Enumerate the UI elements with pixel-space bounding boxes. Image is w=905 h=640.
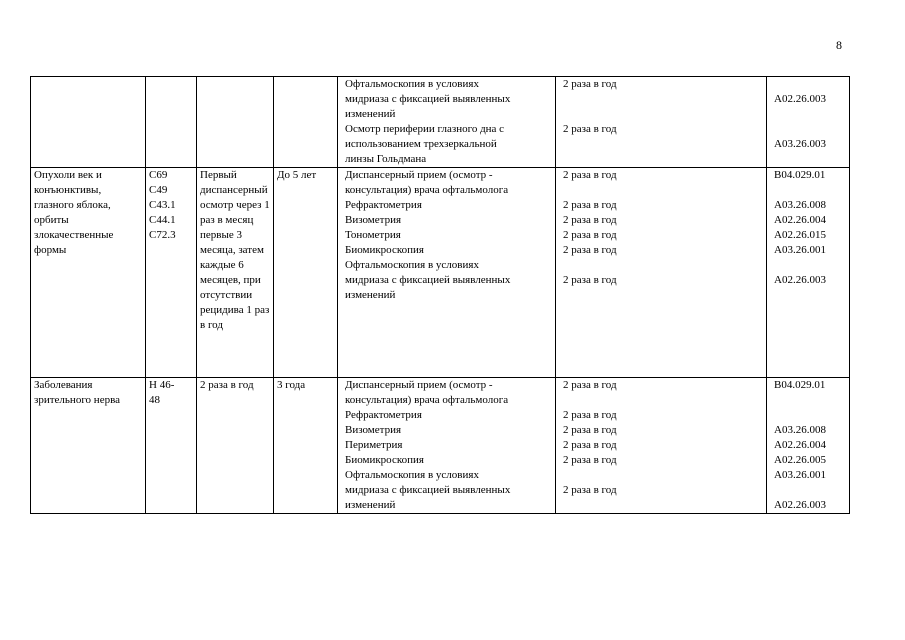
- periodicity-cell: [556, 77, 767, 168]
- icd-code: 48: [149, 394, 160, 406]
- procedure-line: мидриаза с фиксацией выявленных: [345, 274, 511, 286]
- service-code-line: [774, 107, 846, 122]
- periodicity-line: 2 раза в год: [563, 424, 617, 436]
- service-code-line: A02.26.005: [774, 454, 826, 466]
- periodicity-line: [563, 288, 763, 303]
- service-code-line: A03.26.001: [774, 244, 826, 256]
- procedure-line: Периметрия: [345, 439, 403, 451]
- service-code-line: [774, 288, 846, 303]
- exam-frequency-cell: [197, 168, 274, 378]
- procedure-line: мидриаза с фиксацией выявленных: [345, 484, 511, 496]
- icd-code-cell: [146, 378, 197, 514]
- table-row: [31, 77, 850, 168]
- periodicity-line: 2 раза в год: [563, 484, 617, 496]
- disease-name-cell: [31, 168, 146, 378]
- icd-code-cell: [146, 168, 197, 378]
- procedure-line: Офтальмоскопия в условиях: [345, 469, 479, 481]
- procedure-line: Рефрактометрия: [345, 409, 422, 421]
- icd-code: H 46-: [149, 379, 175, 391]
- periodicity-line: [563, 498, 763, 513]
- service-code-line: [774, 258, 846, 273]
- icd-code: C72.3: [149, 229, 176, 241]
- procedures-cell: [338, 168, 556, 378]
- procedure-line: Визометрия: [345, 424, 402, 436]
- service-code-line: [774, 152, 846, 167]
- service-code-line: B04.029.01: [774, 379, 826, 391]
- service-code-cell: [767, 378, 850, 514]
- periodicity-line: 2 раза в год: [563, 123, 617, 135]
- service-code-cell: [767, 168, 850, 378]
- observation-duration-cell: [274, 168, 338, 378]
- periodicity-line: [563, 258, 763, 273]
- procedure-line: Офтальмоскопия в условиях: [345, 78, 479, 90]
- service-code-line: A03.26.003: [774, 138, 826, 150]
- service-code-line: [774, 408, 846, 423]
- dispensary-table: [30, 76, 850, 514]
- service-code-line: A03.26.008: [774, 424, 826, 436]
- periodicity-line: 2 раза в год: [563, 379, 617, 391]
- periodicity-line: 2 раза в год: [563, 439, 617, 451]
- service-code-line: [774, 183, 846, 198]
- disease-name-cell: [31, 378, 146, 514]
- service-code-line: [774, 483, 846, 498]
- procedure-line: Рефрактометрия: [345, 199, 422, 211]
- service-code-line: A02.26.003: [774, 93, 826, 105]
- periodicity-line: [563, 468, 763, 483]
- procedure-line: Офтальмоскопия в условиях: [345, 259, 479, 271]
- observation-duration: До 5 лет: [277, 169, 317, 181]
- procedures-cell: [338, 378, 556, 514]
- service-code-line: B04.029.01: [774, 169, 826, 181]
- procedure-line: Тонометрия: [345, 229, 401, 241]
- table-row: [31, 168, 850, 378]
- service-code-line: A03.26.008: [774, 199, 826, 211]
- periodicity-line: 2 раза в год: [563, 78, 617, 90]
- periodicity-line: 2 раза в год: [563, 409, 617, 421]
- procedure-line: Визометрия: [345, 214, 402, 226]
- table-row: [31, 378, 850, 514]
- page-number: 8: [836, 38, 842, 52]
- icd-code-cell: [146, 77, 197, 168]
- service-code-cell: [767, 77, 850, 168]
- procedure-line: использованием трехзеркальной: [345, 138, 497, 150]
- procedure-line: линзы Гольдмана: [345, 153, 427, 165]
- periodicity-line: 2 раза в год: [563, 244, 617, 256]
- observation-duration: 3 года: [277, 379, 306, 391]
- observation-duration-cell: [274, 77, 338, 168]
- exam-frequency-cell: [197, 378, 274, 514]
- icd-code: C44.1: [149, 214, 176, 226]
- periodicity-line: 2 раза в год: [563, 214, 617, 226]
- disease-name-cell: [31, 77, 146, 168]
- service-code-line: [774, 77, 846, 92]
- service-code-line: A02.26.015: [774, 229, 826, 241]
- service-code-line: [774, 122, 846, 137]
- periodicity-line: 2 раза в год: [563, 229, 617, 241]
- procedure-line: консультация) врача офтальмолога: [345, 184, 509, 196]
- service-code-line: [774, 393, 846, 408]
- icd-code: C43.1: [149, 199, 176, 211]
- procedure-line: мидриаза с фиксацией выявленных: [345, 93, 511, 105]
- procedure-line: консультация) врача офтальмолога: [345, 394, 509, 406]
- observation-duration-cell: [274, 378, 338, 514]
- periodicity-cell: [556, 168, 767, 378]
- service-code-line: A02.26.003: [774, 499, 826, 511]
- periodicity-line: [563, 183, 763, 198]
- icd-code: C69: [149, 169, 168, 181]
- service-code-line: A03.26.001: [774, 469, 826, 481]
- procedure-line: изменений: [345, 289, 396, 301]
- periodicity-line: 2 раза в год: [563, 454, 617, 466]
- procedures-cell: [338, 77, 556, 168]
- procedure-line: Осмотр периферии глазного дна с: [345, 123, 505, 135]
- procedure-line: изменений: [345, 499, 396, 511]
- icd-code: C49: [149, 184, 168, 196]
- exam-frequency-cell: [197, 77, 274, 168]
- procedure-line: изменений: [345, 108, 396, 120]
- procedure-line: Биомикроскопия: [345, 454, 424, 466]
- periodicity-cell: [556, 378, 767, 514]
- periodicity-line: [563, 107, 763, 122]
- periodicity-line: 2 раза в год: [563, 199, 617, 211]
- disease-name: Опухоли век и конъюнктивы, глазного яблока, орбиты злокачественные формы: [34, 169, 114, 256]
- periodicity-line: [563, 137, 763, 152]
- exam-frequency: Первый диспансерный осмотр через 1 раз в месяц первые 3 месяца, затем каждые 6 месяцев, при отсутствии рецидива 1 раз в год: [200, 169, 270, 331]
- periodicity-line: [563, 393, 763, 408]
- procedure-line: Биомикроскопия: [345, 244, 424, 256]
- service-code-line: A02.26.004: [774, 439, 826, 451]
- periodicity-line: 2 раза в год: [563, 169, 617, 181]
- periodicity-line: [563, 92, 763, 107]
- disease-name: Заболевания зрительного нерва: [34, 379, 121, 406]
- service-code-line: A02.26.003: [774, 274, 826, 286]
- procedure-line: Диспансерный прием (осмотр -: [345, 169, 493, 181]
- service-code-line: A02.26.004: [774, 214, 826, 226]
- periodicity-line: 2 раза в год: [563, 274, 617, 286]
- procedure-line: Диспансерный прием (осмотр -: [345, 379, 493, 391]
- exam-frequency: 2 раза в год: [200, 379, 254, 391]
- periodicity-line: [563, 152, 763, 167]
